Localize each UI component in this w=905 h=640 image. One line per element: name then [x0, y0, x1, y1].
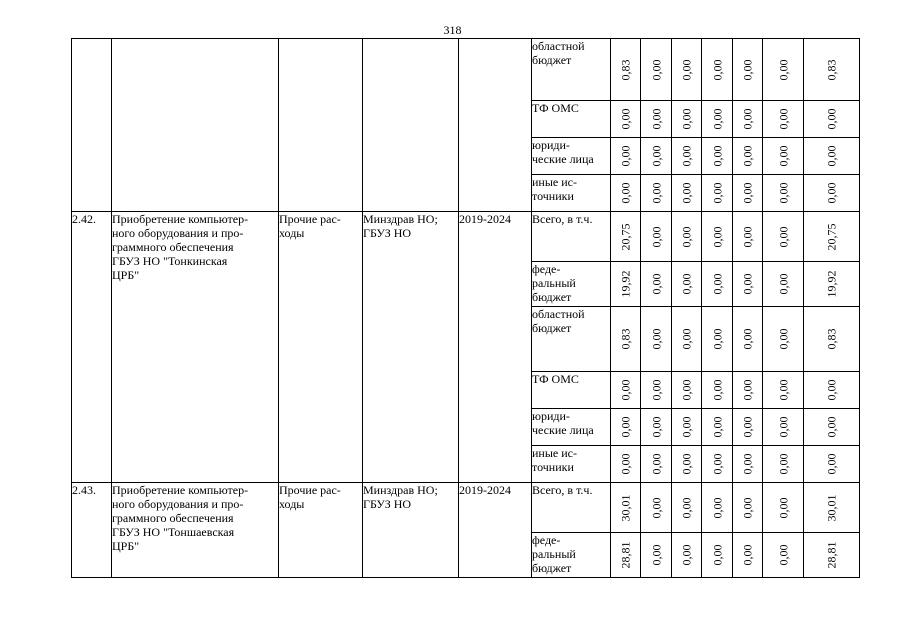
- value-cell: [733, 39, 763, 101]
- budget-table-body: [72, 39, 860, 578]
- value-text: 0,00: [824, 108, 839, 130]
- value-text: 0,00: [776, 182, 790, 204]
- funding-source: областной бюджет: [532, 39, 611, 101]
- value-cell: [702, 409, 733, 446]
- value-text: 0,00: [649, 182, 663, 204]
- value-text: 0,00: [776, 544, 790, 566]
- value-cell: [733, 533, 763, 578]
- value-text: 0,00: [824, 416, 839, 438]
- period: 2019-2024: [459, 212, 532, 483]
- value-cell: [641, 175, 672, 212]
- value-cell: [804, 446, 860, 483]
- executor: Минздрав НО; ГБУЗ НО: [363, 483, 459, 578]
- value-text: 0,00: [710, 453, 724, 475]
- value-cell: [611, 483, 641, 533]
- value-text: 0,00: [710, 416, 724, 438]
- value-text: 0,00: [649, 59, 663, 80]
- value-text: 0,00: [776, 59, 790, 80]
- value-cell: [804, 372, 860, 409]
- value-text: 0,00: [649, 273, 663, 295]
- value-cell: [733, 307, 763, 372]
- item-number: 2.43.: [72, 483, 112, 578]
- value-cell: [763, 175, 804, 212]
- funding-source: Всего, в т.ч.: [532, 483, 611, 533]
- value-text: 0,00: [740, 453, 755, 475]
- value-text: 0,00: [618, 145, 633, 167]
- value-text: 0,00: [710, 497, 724, 518]
- value-cell: [702, 483, 733, 533]
- value-cell: [672, 409, 702, 446]
- value-cell: [763, 446, 804, 483]
- value-text: 0,00: [824, 453, 839, 475]
- value-text: 0,00: [740, 59, 755, 80]
- value-cell: [672, 101, 702, 138]
- table-row: [72, 212, 860, 262]
- value-cell: [611, 175, 641, 212]
- value-cell: [641, 138, 672, 175]
- value-cell: [611, 212, 641, 262]
- value-cell: [804, 101, 860, 138]
- value-text: 0,00: [710, 108, 724, 130]
- value-text: 0,00: [740, 544, 755, 566]
- value-text: 0,00: [776, 416, 790, 438]
- value-cell: [641, 212, 672, 262]
- value-text: 0,83: [824, 328, 839, 350]
- value-text: 0,00: [776, 453, 790, 475]
- value-cell: [763, 409, 804, 446]
- value-text: 0,00: [649, 108, 663, 130]
- value-text: 0,00: [740, 379, 755, 401]
- value-text: 0,00: [824, 379, 839, 401]
- value-cell: [733, 483, 763, 533]
- value-text: 0,83: [824, 59, 839, 80]
- value-text: 0,00: [740, 497, 755, 518]
- value-text: 0,00: [679, 416, 694, 438]
- period-cell: [459, 39, 532, 212]
- value-text: 0,00: [740, 182, 755, 204]
- value-text: 0,00: [776, 226, 790, 247]
- value-cell: [804, 533, 860, 578]
- value-cell: [611, 101, 641, 138]
- value-cell: [672, 533, 702, 578]
- value-cell: [672, 175, 702, 212]
- value-text: 0,00: [649, 497, 663, 518]
- value-cell: [804, 175, 860, 212]
- item-number: 2.42.: [72, 212, 112, 483]
- value-text: 0,00: [618, 416, 633, 438]
- value-cell: [672, 138, 702, 175]
- value-cell: [733, 262, 763, 307]
- value-cell: [733, 372, 763, 409]
- value-text: 0,00: [776, 145, 790, 167]
- value-text: 19,92: [618, 270, 633, 298]
- value-cell: [804, 307, 860, 372]
- value-cell: [733, 446, 763, 483]
- funding-source: юриди- ческие лица: [532, 138, 611, 175]
- value-text: 0,83: [618, 328, 633, 350]
- value-text: 0,00: [618, 108, 633, 130]
- value-text: 0,00: [740, 145, 755, 167]
- value-cell: [611, 372, 641, 409]
- value-text: 0,00: [679, 453, 694, 475]
- value-cell: [763, 307, 804, 372]
- value-cell: [672, 212, 702, 262]
- value-cell: [611, 39, 641, 101]
- value-cell: [763, 372, 804, 409]
- value-text: 0,00: [710, 59, 724, 80]
- expense-type: Прочие рас- ходы: [279, 212, 363, 483]
- period: 2019-2024: [459, 483, 532, 578]
- value-cell: [763, 101, 804, 138]
- value-text: 0,00: [776, 328, 790, 350]
- value-text: 0,83: [618, 59, 633, 80]
- value-cell: [641, 39, 672, 101]
- value-text: 20,75: [824, 223, 839, 250]
- value-text: 0,00: [679, 273, 694, 295]
- value-text: 0,00: [618, 379, 633, 401]
- type-cell: [279, 39, 363, 212]
- value-cell: [672, 307, 702, 372]
- value-cell: [804, 409, 860, 446]
- value-cell: [641, 446, 672, 483]
- value-cell: [733, 138, 763, 175]
- value-text: 0,00: [679, 544, 694, 566]
- value-text: 0,00: [710, 328, 724, 350]
- executor-cell: [363, 39, 459, 212]
- value-text: 0,00: [776, 379, 790, 401]
- funding-source: ТФ ОМС: [532, 372, 611, 409]
- value-cell: [702, 212, 733, 262]
- value-cell: [672, 372, 702, 409]
- name-cell: [112, 39, 279, 212]
- value-text: 20,75: [618, 223, 633, 250]
- value-cell: [733, 101, 763, 138]
- value-text: 0,00: [618, 453, 633, 475]
- value-cell: [804, 138, 860, 175]
- value-text: 0,00: [740, 416, 755, 438]
- value-cell: [702, 533, 733, 578]
- value-text: 0,00: [679, 182, 694, 204]
- value-cell: [763, 138, 804, 175]
- value-text: 0,00: [740, 273, 755, 295]
- value-cell: [641, 262, 672, 307]
- value-text: 0,00: [710, 379, 724, 401]
- value-cell: [804, 262, 860, 307]
- value-text: 0,00: [824, 145, 839, 167]
- value-cell: [611, 533, 641, 578]
- funding-source: юриди- ческие лица: [532, 409, 611, 446]
- funding-source: ТФ ОМС: [532, 101, 611, 138]
- value-text: 0,00: [649, 328, 663, 350]
- value-cell: [763, 533, 804, 578]
- value-text: 28,81: [618, 541, 633, 569]
- value-text: 0,00: [679, 145, 694, 167]
- value-cell: [702, 39, 733, 101]
- value-text: 0,00: [649, 145, 663, 167]
- value-text: 0,00: [740, 108, 755, 130]
- value-cell: [763, 212, 804, 262]
- value-text: 0,00: [710, 544, 724, 566]
- value-text: 0,00: [679, 59, 694, 80]
- value-text: 0,00: [679, 328, 694, 350]
- value-cell: [702, 101, 733, 138]
- value-cell: [804, 483, 860, 533]
- budget-table: [71, 38, 860, 578]
- value-text: 0,00: [649, 379, 663, 401]
- value-text: 0,00: [649, 544, 663, 566]
- value-text: 0,00: [710, 273, 724, 295]
- funding-source: феде- ральный бюджет: [532, 533, 611, 578]
- value-cell: [763, 39, 804, 101]
- value-text: 19,92: [824, 270, 839, 298]
- value-text: 0,00: [776, 108, 790, 130]
- value-cell: [702, 307, 733, 372]
- value-cell: [641, 307, 672, 372]
- value-text: 30,01: [824, 494, 839, 521]
- value-cell: [702, 372, 733, 409]
- value-text: 0,00: [679, 497, 694, 518]
- value-text: 0,00: [710, 226, 724, 247]
- value-cell: [702, 138, 733, 175]
- value-cell: [733, 212, 763, 262]
- page-number: 318: [443, 23, 462, 37]
- funding-source: Всего, в т.ч.: [532, 212, 611, 262]
- value-text: 0,00: [679, 226, 694, 247]
- value-cell: [611, 409, 641, 446]
- value-cell: [763, 262, 804, 307]
- value-text: 0,00: [618, 182, 633, 204]
- value-cell: [611, 138, 641, 175]
- funding-source: иные ис- точники: [532, 446, 611, 483]
- value-text: 30,01: [618, 494, 633, 521]
- value-text: 0,00: [740, 226, 755, 247]
- value-cell: [804, 212, 860, 262]
- funding-source: областной бюджет: [532, 307, 611, 372]
- value-cell: [611, 262, 641, 307]
- value-cell: [672, 262, 702, 307]
- value-cell: [733, 175, 763, 212]
- value-cell: [672, 39, 702, 101]
- value-text: 0,00: [740, 328, 755, 350]
- value-text: 0,00: [710, 182, 724, 204]
- value-cell: [804, 39, 860, 101]
- value-text: 28,81: [824, 541, 839, 569]
- item-name: Приобретение компьютер- ного оборудования и про- граммного обеспечения ГБУЗ НО "Тонкинская ЦРБ": [112, 212, 279, 483]
- value-cell: [702, 175, 733, 212]
- item-name: Приобретение компьютер- ного оборудования и про- граммного обеспечения ГБУЗ НО "Тоншаевская ЦРБ": [112, 483, 279, 578]
- value-text: 0,00: [710, 145, 724, 167]
- value-cell: [641, 483, 672, 533]
- value-cell: [702, 446, 733, 483]
- value-cell: [733, 409, 763, 446]
- value-cell: [672, 483, 702, 533]
- value-cell: [611, 307, 641, 372]
- table-row: [72, 39, 860, 101]
- value-text: 0,00: [776, 273, 790, 295]
- number-cell: [72, 39, 112, 212]
- value-cell: [611, 446, 641, 483]
- value-cell: [641, 372, 672, 409]
- value-cell: [641, 101, 672, 138]
- value-text: 0,00: [649, 416, 663, 438]
- value-cell: [641, 533, 672, 578]
- value-cell: [702, 262, 733, 307]
- value-cell: [641, 409, 672, 446]
- value-text: 0,00: [679, 379, 694, 401]
- executor: Минздрав НО; ГБУЗ НО: [363, 212, 459, 483]
- table-row: [72, 483, 860, 533]
- value-text: 0,00: [776, 497, 790, 518]
- funding-source: иные ис- точники: [532, 175, 611, 212]
- funding-source: феде- ральный бюджет: [532, 262, 611, 307]
- value-text: 0,00: [679, 108, 694, 130]
- value-cell: [672, 446, 702, 483]
- value-text: 0,00: [649, 226, 663, 247]
- value-text: 0,00: [649, 453, 663, 475]
- value-cell: [763, 483, 804, 533]
- value-text: 0,00: [824, 182, 839, 204]
- expense-type: Прочие рас- ходы: [279, 483, 363, 578]
